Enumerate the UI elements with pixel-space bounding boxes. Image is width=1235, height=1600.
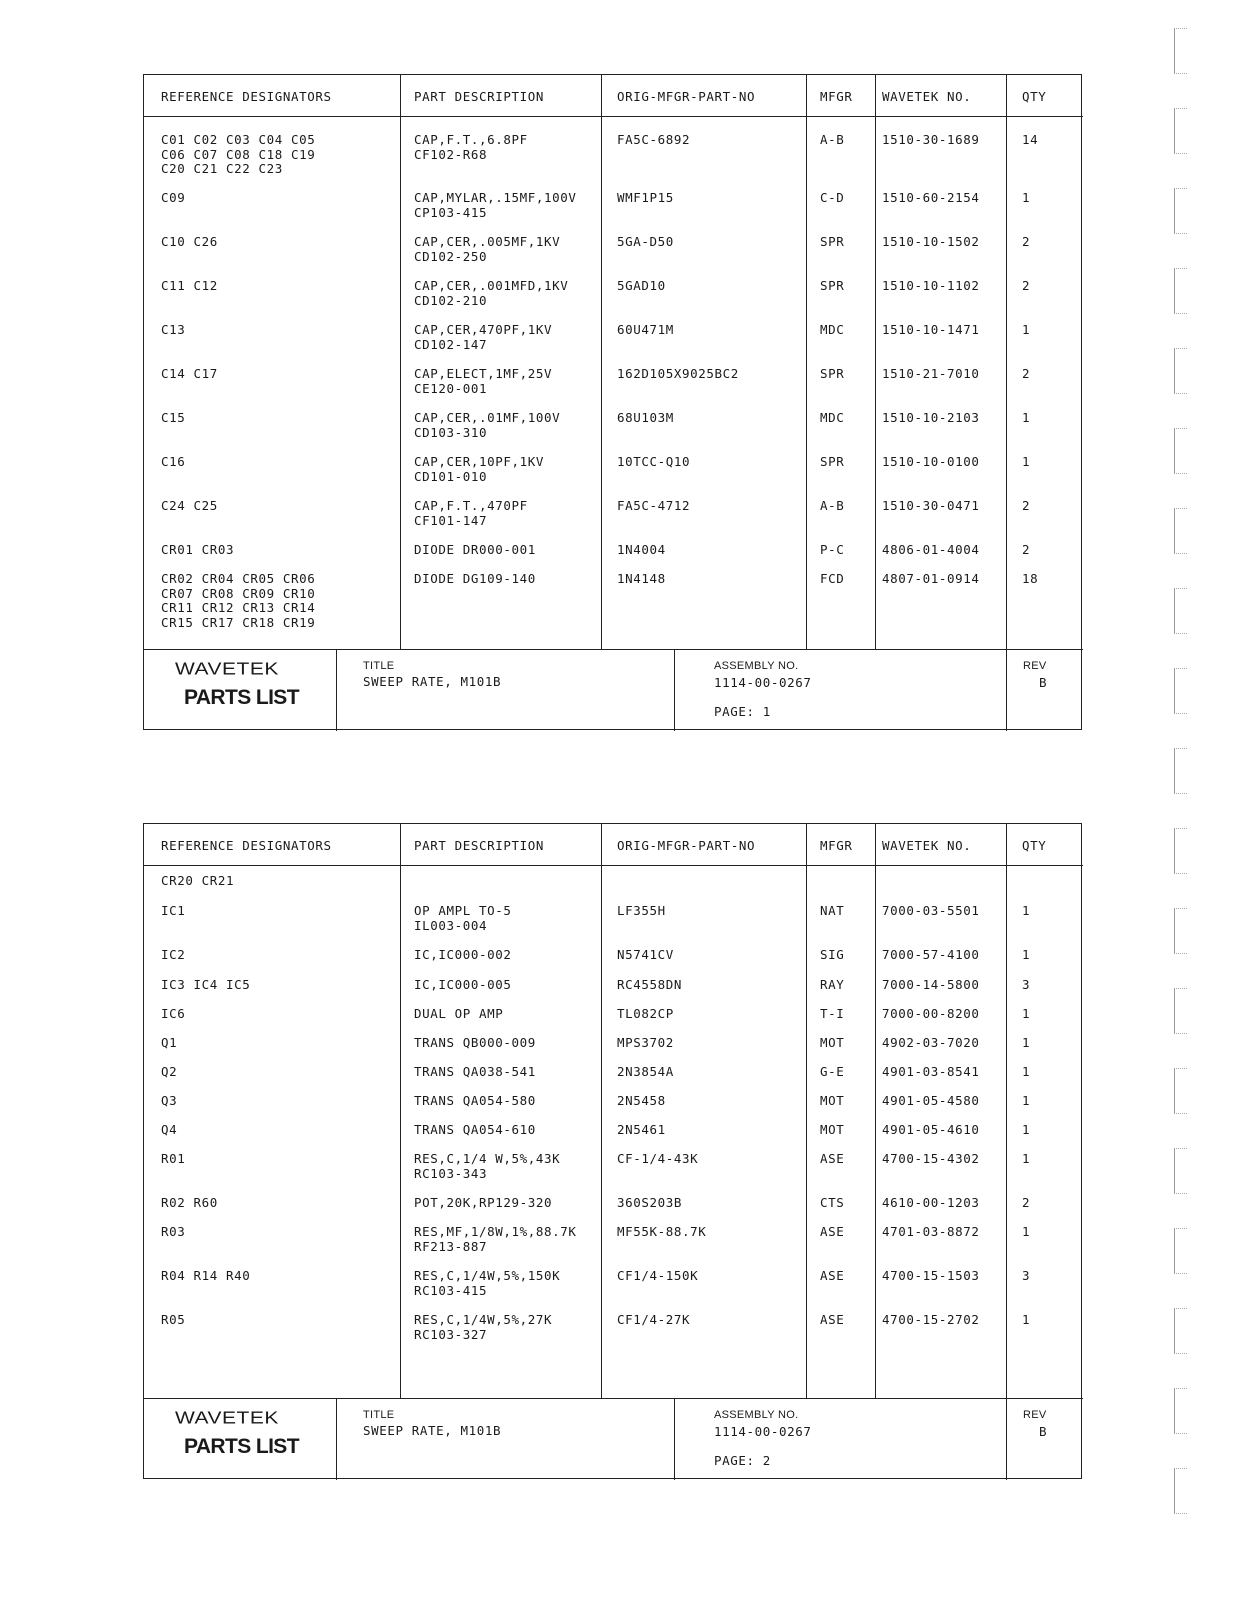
binding-mark [1174, 1388, 1187, 1434]
cell-desc: DIODE DG109-140 [414, 571, 536, 586]
cell-qty: 1 [1022, 1122, 1031, 1137]
title-value: SWEEP RATE, M101B [363, 674, 502, 689]
cell-ref: IC3 IC4 IC5 [161, 977, 251, 992]
cell-wavetek: 1510-21-7010 [882, 366, 980, 381]
cell-wavetek: 7000-57-4100 [882, 947, 980, 962]
column-divider [806, 824, 807, 1398]
cell-wavetek: 4700-15-4302 [882, 1151, 980, 1166]
parts-list-label: PARTS LIST [184, 1435, 299, 1458]
column-header-ref: REFERENCE DESIGNATORS [161, 838, 332, 853]
cell-qty: 1 [1022, 454, 1031, 469]
cell-wavetek: 1510-30-1689 [882, 132, 980, 147]
cell-desc: CAP,CER,.01MF,100V CD103-310 [414, 410, 561, 440]
binding-mark [1174, 28, 1187, 74]
cell-ref: IC6 [161, 1006, 186, 1021]
cell-orig: 1N4004 [617, 542, 666, 557]
cell-qty: 1 [1022, 1151, 1031, 1166]
column-divider [400, 75, 401, 649]
cell-desc: RES,C,1/4 W,5%,43K RC103-343 [414, 1151, 561, 1181]
column-divider [601, 824, 602, 1398]
cell-orig: CF-1/4-43K [617, 1151, 699, 1166]
parts-list-sheet-page-1 [143, 74, 1082, 730]
parts-list-sheet-page-2 [143, 823, 1082, 1479]
cell-wavetek: 1510-60-2154 [882, 190, 980, 205]
binding-mark [1174, 268, 1187, 314]
footer-divider-vertical [674, 649, 675, 731]
cell-ref: R05 [161, 1312, 186, 1327]
assembly-label: ASSEMBLY NO. [714, 1409, 799, 1421]
cell-mfgr: ASE [820, 1312, 845, 1327]
cell-wavetek: 4902-03-7020 [882, 1035, 980, 1050]
cell-orig: MF55K-88.7K [617, 1224, 707, 1239]
cell-ref: Q4 [161, 1122, 178, 1137]
column-header-ref: REFERENCE DESIGNATORS [161, 89, 332, 104]
column-header-wavetek: WAVETEK NO. [882, 89, 972, 104]
cell-qty: 2 [1022, 1195, 1031, 1210]
rev-value: B [1039, 1424, 1048, 1439]
cell-ref: R04 R14 R40 [161, 1268, 251, 1283]
column-divider [1006, 824, 1007, 1398]
cell-ref: Q1 [161, 1035, 178, 1050]
rev-label: REV [1023, 1409, 1047, 1421]
cell-orig: FA5C-4712 [617, 498, 691, 513]
cell-desc: DIODE DR000-001 [414, 542, 536, 557]
cell-wavetek: 4901-05-4610 [882, 1122, 980, 1137]
page-number: PAGE: 2 [714, 1453, 771, 1468]
cell-mfgr: A-B [820, 132, 845, 147]
cell-orig: RC4558DN [617, 977, 683, 992]
cell-qty: 2 [1022, 278, 1031, 293]
page-number: PAGE: 1 [714, 704, 771, 719]
cell-ref: C10 C26 [161, 234, 218, 249]
cell-mfgr: SIG [820, 947, 845, 962]
cell-desc: RES,C,1/4W,5%,27K RC103-327 [414, 1312, 553, 1342]
cell-mfgr: CTS [820, 1195, 845, 1210]
cell-orig: 1N4148 [617, 571, 666, 586]
column-header-mfgr: MFGR [820, 838, 853, 853]
cell-orig: 2N3854A [617, 1064, 674, 1079]
cell-ref: IC1 [161, 903, 186, 918]
footer-divider [144, 649, 1083, 650]
footer-divider-vertical [674, 1398, 675, 1480]
cell-wavetek: 4806-01-4004 [882, 542, 980, 557]
cell-desc: CAP,CER,470PF,1KV CD102-147 [414, 322, 553, 352]
parts-list-label: PARTS LIST [184, 686, 299, 709]
footer-divider [144, 1398, 1083, 1399]
title-label: TITLE [363, 1409, 395, 1421]
column-header-orig: ORIG-MFGR-PART-NO [617, 838, 756, 853]
binding-mark [1174, 188, 1187, 234]
cell-ref: R02 R60 [161, 1195, 218, 1210]
column-divider [1006, 75, 1007, 649]
binding-mark [1174, 828, 1187, 874]
cell-orig: WMF1P15 [617, 190, 674, 205]
binding-mark [1174, 508, 1187, 554]
cell-desc: RES,C,1/4W,5%,150K RC103-415 [414, 1268, 561, 1298]
cell-qty: 1 [1022, 1093, 1031, 1108]
cell-qty: 14 [1022, 132, 1039, 147]
cell-ref: C14 C17 [161, 366, 218, 381]
cell-qty: 2 [1022, 542, 1031, 557]
column-header-desc: PART DESCRIPTION [414, 838, 545, 853]
cell-mfgr: FCD [820, 571, 845, 586]
title-label: TITLE [363, 660, 395, 672]
cell-ref: C01 C02 C03 C04 C05 C06 C07 C08 C18 C19 C20 C21 C22 C23 [161, 132, 316, 176]
cell-qty: 2 [1022, 366, 1031, 381]
cell-desc: CAP,MYLAR,.15MF,100V CP103-415 [414, 190, 577, 220]
cell-orig: 5GA-D50 [617, 234, 674, 249]
cell-desc: CAP,CER,.005MF,1KV CD102-250 [414, 234, 561, 264]
cell-desc: TRANS QB000-009 [414, 1035, 536, 1050]
cell-desc: CAP,F.T.,470PF CF101-147 [414, 498, 528, 528]
cell-ref: C11 C12 [161, 278, 218, 293]
assembly-number: 1114-00-0267 [714, 675, 812, 690]
cell-orig: FA5C-6892 [617, 132, 691, 147]
title-value: SWEEP RATE, M101B [363, 1423, 502, 1438]
cell-mfgr: MDC [820, 410, 845, 425]
column-divider [601, 75, 602, 649]
cell-orig: 2N5461 [617, 1122, 666, 1137]
cell-qty: 2 [1022, 498, 1031, 513]
footer-divider-vertical [336, 649, 337, 731]
column-header-orig: ORIG-MFGR-PART-NO [617, 89, 756, 104]
cell-mfgr: NAT [820, 903, 845, 918]
column-divider [875, 824, 876, 1398]
cell-desc: TRANS QA054-580 [414, 1093, 536, 1108]
cell-ref: Q2 [161, 1064, 178, 1079]
cell-desc: DUAL OP AMP [414, 1006, 504, 1021]
cell-mfgr: ASE [820, 1268, 845, 1283]
cell-desc: POT,20K,RP129-320 [414, 1195, 553, 1210]
cell-wavetek: 1510-10-2103 [882, 410, 980, 425]
binding-mark [1174, 1228, 1187, 1274]
cell-orig: 68U103M [617, 410, 674, 425]
cell-wavetek: 4901-03-8541 [882, 1064, 980, 1079]
wavetek-logo: WAVETEK [175, 659, 279, 679]
cell-ref: C09 [161, 190, 186, 205]
binding-mark [1174, 1308, 1187, 1354]
cell-mfgr: ASE [820, 1224, 845, 1239]
cell-orig: 360S203B [617, 1195, 683, 1210]
binding-mark [1174, 668, 1187, 714]
cell-desc: CAP,CER,.001MFD,1KV CD102-210 [414, 278, 569, 308]
assembly-number: 1114-00-0267 [714, 1424, 812, 1439]
cell-mfgr: SPR [820, 454, 845, 469]
cell-wavetek: 1510-30-0471 [882, 498, 980, 513]
wavetek-logo: WAVETEK [175, 1408, 279, 1428]
cell-qty: 1 [1022, 190, 1031, 205]
binding-mark [1174, 1468, 1187, 1514]
cell-mfgr: MDC [820, 322, 845, 337]
cell-qty: 3 [1022, 1268, 1031, 1283]
cell-orig: 162D105X9025BC2 [617, 366, 739, 381]
cell-qty: 1 [1022, 322, 1031, 337]
cell-orig: N5741CV [617, 947, 674, 962]
binding-mark [1174, 748, 1187, 794]
cell-qty: 2 [1022, 234, 1031, 249]
column-header-desc: PART DESCRIPTION [414, 89, 545, 104]
cell-wavetek: 7000-03-5501 [882, 903, 980, 918]
binding-mark [1174, 1068, 1187, 1114]
footer-divider-vertical [1006, 1398, 1007, 1480]
cell-desc: RES,MF,1/8W,1%,88.7K RF213-887 [414, 1224, 577, 1254]
cell-orig: TL082CP [617, 1006, 674, 1021]
assembly-label: ASSEMBLY NO. [714, 660, 799, 672]
cell-orig: 60U471M [617, 322, 674, 337]
cell-ref: IC2 [161, 947, 186, 962]
binding-mark [1174, 108, 1187, 154]
column-header-mfgr: MFGR [820, 89, 853, 104]
rev-value: B [1039, 675, 1048, 690]
cell-desc: CAP,ELECT,1MF,25V CE120-001 [414, 366, 553, 396]
cell-ref: C16 [161, 454, 186, 469]
cell-desc: CAP,F.T.,6.8PF CF102-R68 [414, 132, 528, 162]
column-header-qty: QTY [1022, 838, 1047, 853]
column-divider [400, 824, 401, 1398]
cell-ref: CR01 CR03 [161, 542, 235, 557]
cell-ref: R01 [161, 1151, 186, 1166]
binding-mark [1174, 348, 1187, 394]
cell-qty: 1 [1022, 410, 1031, 425]
binding-mark [1174, 908, 1187, 954]
cell-qty: 1 [1022, 1006, 1031, 1021]
cell-mfgr: SPR [820, 234, 845, 249]
cell-mfgr: T-I [820, 1006, 845, 1021]
cell-desc: IC,IC000-005 [414, 977, 512, 992]
cell-wavetek: 4610-00-1203 [882, 1195, 980, 1210]
cell-orig: CF1/4-150K [617, 1268, 699, 1283]
binding-mark [1174, 588, 1187, 634]
rev-label: REV [1023, 660, 1047, 672]
cell-mfgr: MOT [820, 1035, 845, 1050]
binding-mark [1174, 428, 1187, 474]
cell-mfgr: G-E [820, 1064, 845, 1079]
cell-wavetek: 1510-10-1471 [882, 322, 980, 337]
cell-desc: IC,IC000-002 [414, 947, 512, 962]
header-divider [144, 116, 1083, 117]
cell-ref: C24 C25 [161, 498, 218, 513]
cell-wavetek: 7000-00-8200 [882, 1006, 980, 1021]
cell-orig: LF355H [617, 903, 666, 918]
cell-mfgr: SPR [820, 366, 845, 381]
cell-ref: Q3 [161, 1093, 178, 1108]
cell-qty: 3 [1022, 977, 1031, 992]
cell-orig: 10TCC-Q10 [617, 454, 691, 469]
cell-ref: R03 [161, 1224, 186, 1239]
cell-wavetek: 1510-10-1502 [882, 234, 980, 249]
binding-mark [1174, 1148, 1187, 1194]
cell-desc: TRANS QA038-541 [414, 1064, 536, 1079]
cell-wavetek: 4807-01-0914 [882, 571, 980, 586]
footer-divider-vertical [1006, 649, 1007, 731]
cell-mfgr: MOT [820, 1122, 845, 1137]
cell-mfgr: SPR [820, 278, 845, 293]
cell-wavetek: 7000-14-5800 [882, 977, 980, 992]
column-header-qty: QTY [1022, 89, 1047, 104]
footer-divider-vertical [336, 1398, 337, 1480]
cell-ref: C13 [161, 322, 186, 337]
cell-wavetek: 1510-10-1102 [882, 278, 980, 293]
header-divider [144, 865, 1083, 866]
cell-orig: MPS3702 [617, 1035, 674, 1050]
cell-qty: 1 [1022, 1035, 1031, 1050]
cell-desc: TRANS QA054-610 [414, 1122, 536, 1137]
cell-qty: 1 [1022, 903, 1031, 918]
cell-desc: CAP,CER,10PF,1KV CD101-010 [414, 454, 545, 484]
cell-desc: OP AMPL TO-5 IL003-004 [414, 903, 512, 933]
cell-qty: 1 [1022, 1224, 1031, 1239]
cell-qty: 1 [1022, 1312, 1031, 1327]
column-divider [875, 75, 876, 649]
cell-mfgr: RAY [820, 977, 845, 992]
cell-mfgr: P-C [820, 542, 845, 557]
cell-mfgr: C-D [820, 190, 845, 205]
cell-mfgr: ASE [820, 1151, 845, 1166]
binding-mark [1174, 988, 1187, 1034]
cell-orig: CF1/4-27K [617, 1312, 691, 1327]
cell-wavetek: 4700-15-1503 [882, 1268, 980, 1283]
cell-wavetek: 4701-03-8872 [882, 1224, 980, 1239]
cell-qty: 18 [1022, 571, 1039, 586]
cell-ref: CR20 CR21 [161, 873, 235, 888]
cell-qty: 1 [1022, 947, 1031, 962]
column-divider [806, 75, 807, 649]
cell-qty: 1 [1022, 1064, 1031, 1079]
cell-wavetek: 4700-15-2702 [882, 1312, 980, 1327]
column-header-wavetek: WAVETEK NO. [882, 838, 972, 853]
cell-orig: 2N5458 [617, 1093, 666, 1108]
cell-mfgr: MOT [820, 1093, 845, 1108]
cell-mfgr: A-B [820, 498, 845, 513]
cell-wavetek: 4901-05-4580 [882, 1093, 980, 1108]
cell-wavetek: 1510-10-0100 [882, 454, 980, 469]
cell-ref: CR02 CR04 CR05 CR06 CR07 CR08 CR09 CR10 CR11 CR12 CR13 CR14 CR15 CR17 CR18 CR19 [161, 571, 316, 630]
cell-ref: C15 [161, 410, 186, 425]
cell-orig: 5GAD10 [617, 278, 666, 293]
